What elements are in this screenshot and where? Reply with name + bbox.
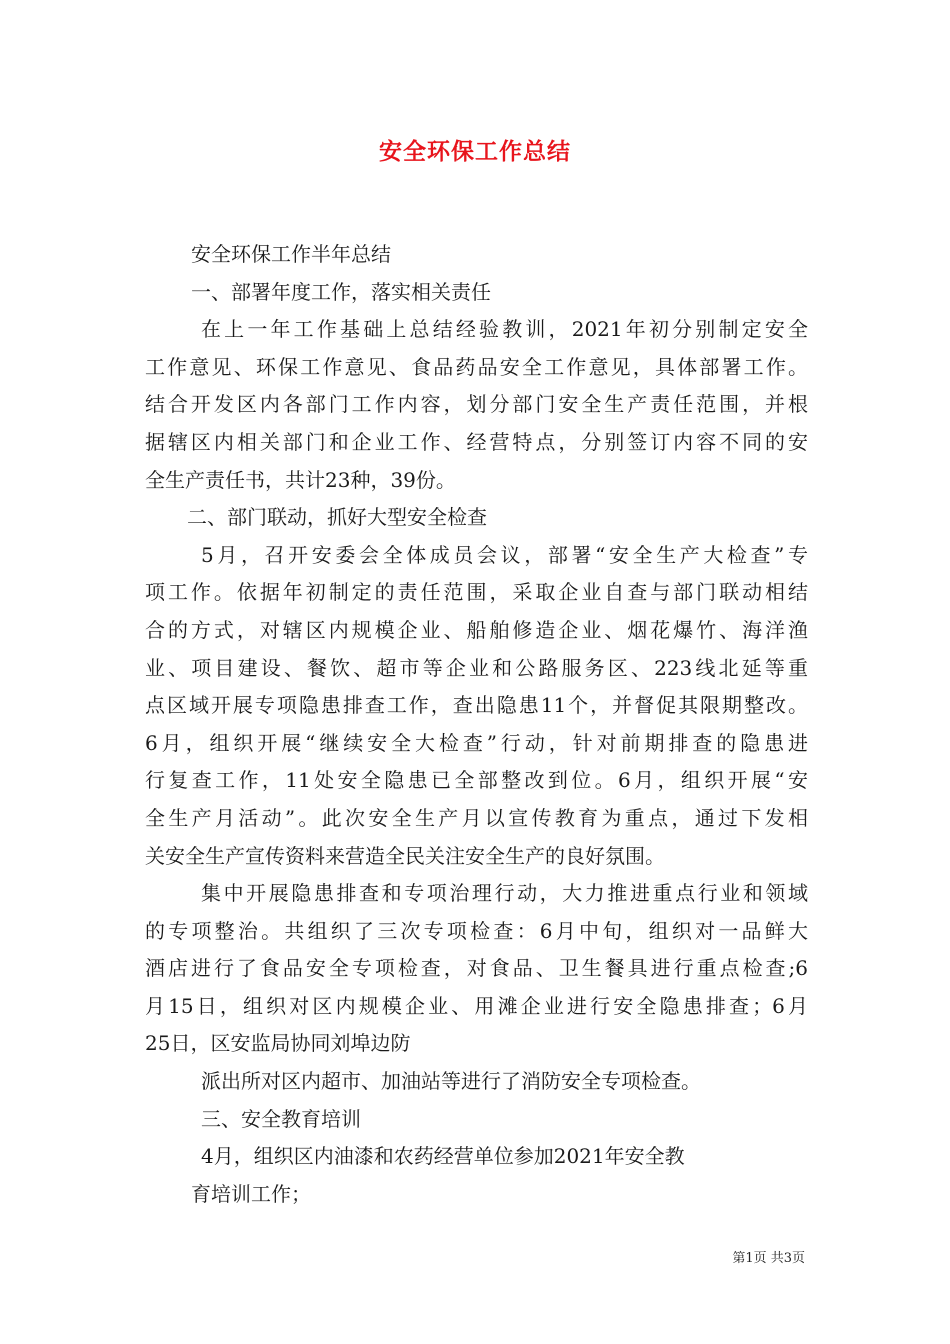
paragraph-line: 结合开发区内各部门工作内容，划分部门安全生产责任范围，并根 <box>145 392 808 417</box>
paragraph-line: 全生产月活动”。此次安全生产月以宣传教育为重点，通过下发相 <box>145 805 808 830</box>
paragraph-line: 派出所对区内超市、加油站等进行了消防安全专项检查。 <box>201 1069 701 1094</box>
paragraph-line: 行复查工作，11处安全隐患已全部整改到位。6月，组织开展“安 <box>145 768 808 793</box>
paragraph-line: 全生产责任书，共计23种，39份。 <box>145 467 456 492</box>
paragraph-line: 关安全生产宣传资料来营造全民关注安全生产的良好氛围。 <box>145 843 665 868</box>
section-heading-1: 一、部署年度工作，落实相关责任 <box>191 279 491 304</box>
document-body <box>145 236 808 1213</box>
section-heading-3: 三、安全教育培训 <box>201 1106 361 1131</box>
subtitle-line: 安全环保工作半年总结 <box>191 242 391 266</box>
paragraph-line: 在上一年工作基础上总结经验教训，2021年初分别制定安全 <box>201 317 808 342</box>
paragraph-line: 4月，组织区内油漆和农药经营单位参加2021年安全教 <box>201 1144 685 1169</box>
paragraph-line: 25日，区安监局协同刘埠边防 <box>145 1031 411 1056</box>
paragraph-line: 月15日，组织对区内规模企业、用滩企业进行安全隐患排查；6月 <box>145 993 808 1018</box>
paragraph-line: 工作意见、环保工作意见、食品药品安全工作意见，具体部署工作。 <box>145 354 808 379</box>
page-number: 第1页 共3页 <box>732 1251 805 1266</box>
paragraph-line: 的专项整治。共组织了三次专项检查：6月中旬，组织对一品鲜大 <box>145 918 808 943</box>
paragraph-line: 6月，组织开展“继续安全大检查”行动，针对前期排查的隐患进 <box>145 730 808 755</box>
paragraph-line: 酒店进行了食品安全专项检查，对食品、卫生餐具进行重点检查;6 <box>145 956 808 981</box>
paragraph-line: 5月，召开安委会全体成员会议，部署“安全生产大检查”专 <box>201 542 808 567</box>
paragraph-line: 项工作。依据年初制定的责任范围，采取企业自查与部门联动相结 <box>145 580 808 605</box>
paragraph-line: 育培训工作； <box>191 1181 311 1206</box>
document-title: 安全环保工作总结 <box>379 139 571 165</box>
section-heading-2: 二、部门联动，抓好大型安全检查 <box>187 505 487 530</box>
paragraph-line: 据辖区内相关部门和企业工作、经营特点，分别签订内容不同的安 <box>145 429 808 454</box>
paragraph-line: 合的方式，对辖区内规模企业、船舶修造企业、烟花爆竹、海洋渔 <box>145 617 808 642</box>
paragraph-line: 业、项目建设、餐饮、超市等企业和公路服务区、223线北延等重 <box>145 655 808 680</box>
paragraph-line: 集中开展隐患排查和专项治理行动，大力推进重点行业和领域 <box>201 881 808 906</box>
paragraph-line: 点区域开展专项隐患排查工作，查出隐患11个，并督促其限期整改。 <box>145 693 808 718</box>
